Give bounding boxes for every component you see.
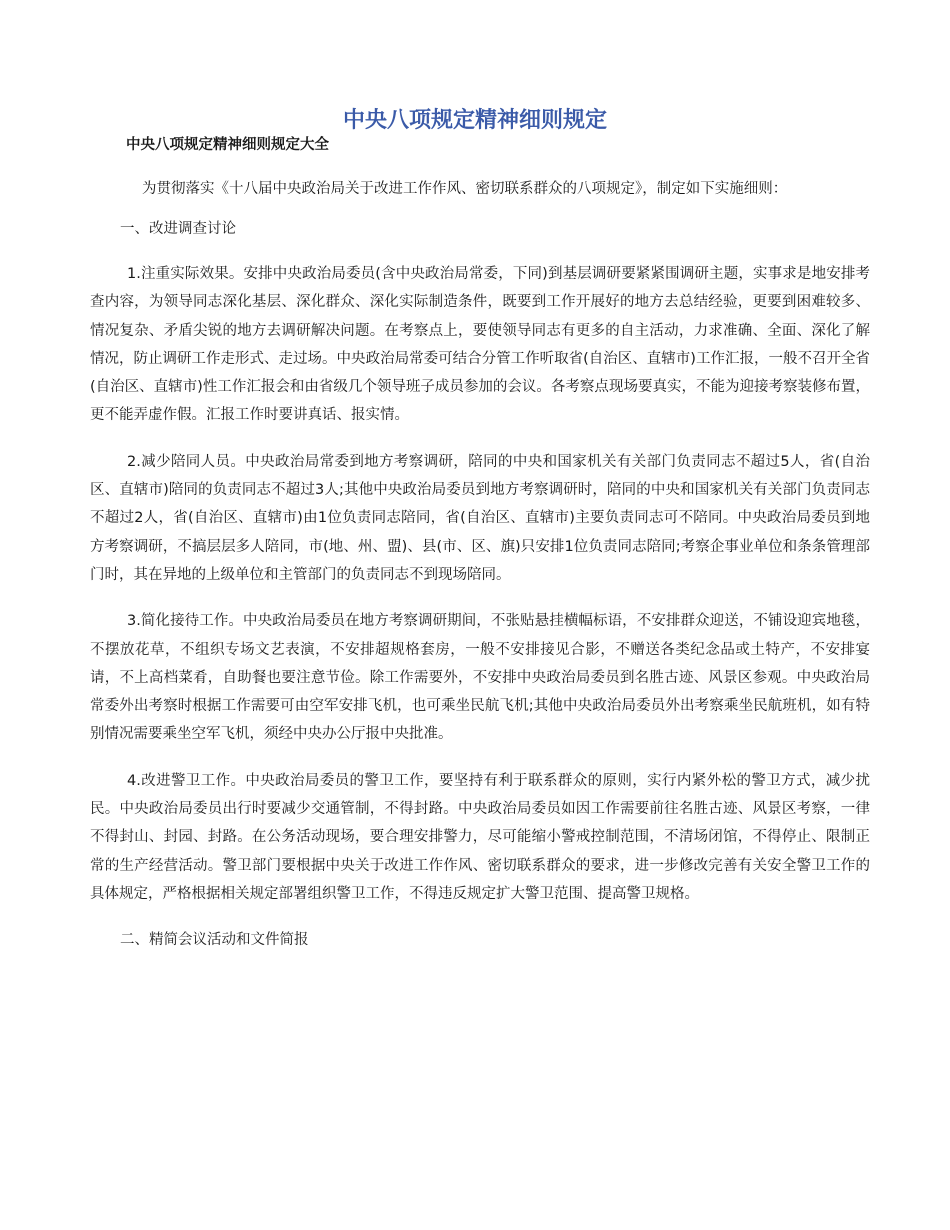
document-subtitle: 中央八项规定精神细则规定大全 <box>126 137 329 153</box>
document-body <box>90 175 870 971</box>
paragraph-4 <box>90 767 870 908</box>
paragraph-1 <box>90 260 870 430</box>
intro-paragraph: 为贯彻落实《十八届中央政治局关于改进工作作风、密切联系群众的八项规定》，制定如下实施细则： <box>142 181 788 197</box>
section-heading-2: 二、精简会议活动和文件简报 <box>120 932 309 949</box>
paragraph-number: 2. <box>127 453 141 470</box>
paragraph-3 <box>90 607 870 748</box>
paragraph-text: 简化接待工作。中央政治局委员在地方考察调研期间，不张贴悬挂横幅标语，不安排群众迎送，不铺设迎宾地毯，不摆放花草，不组织专场文艺表演，不安排超规格套房，一般不安排接见合影，不赠送各类纪念品或土特产，不安排宴请，不上高档菜肴，自助餐也要注意节俭。除工作需要外，不安排中央政治局委员到名胜古迹、风景区参观。中央政治局常委外出考察时根据工作需要可由空军安排飞机，也可乘坐民航飞机;其他中央政治局委员外出考察乘坐民航班机，如有特别情况需要乘坐空军飞机，须经中央办公厅报中央批准。 <box>90 613 870 743</box>
section-heading-1: 一、改进调查讨论 <box>120 221 236 237</box>
paragraph-text: 注重实际效果。安排中央政治局委员(含中央政治局常委，下同)到基层调研要紧紧围调研主题，实事求是地安排考查内容，为领导同志深化基层、深化群众、深化实际制造条件，既要到工作开展好的地方去总结经验，更要到困难较多、情况复杂、矛盾尖锐的地方去调研解决问题。在考察点上，要使领导同志有更多的自主活动，力求准确、全面、深化了解情况，防止调研工作走形式、走过场。中央政治局常委可结合分管工作听取省(自治区、直辖市)工作汇报，一般不召开全省(自治区、直辖市)性工作汇报会和由省级几个领导班子成员参加的会议。各考察点现场要真实，不能为迎接考察装修布置，更不能弄虚作假。汇报工作时要讲真话、报实情。 <box>90 266 870 424</box>
paragraph-2 <box>90 448 870 589</box>
page-title: 中央八项规定精神细则规定 <box>342 108 607 133</box>
paragraph-text: 减少陪同人员。中央政治局常委到地方考察调研，陪同的中央和国家机关有关部门负责同志不超过5人，省(自治区、直辖市)陪同的负责同志不超过3人;其他中央政治局委员到地方考察调研时，陪同的中央和国家机关有关部门负责同志不超过2人，省(自治区、直辖市)由1位负责同志陪同，省(自治区、直辖市)主要负责同志可不陪同。中央政治局委员到地方考察调研，不搞层层多人陪同，市(地、州、盟)、县(市、区、旗)只安排1位负责同志陪同;考察企事业单位和条条管理部门时，其在异地的上级单位和主管部门的负责同志不到现场陪同。 <box>90 453 870 583</box>
paragraph-number: 4. <box>127 772 141 789</box>
paragraph-text: 改进警卫工作。中央政治局委员的警卫工作，要坚持有利于联系群众的原则，实行内紧外松的警卫方式，减少扰民。中央政治局委员出行时要减少交通管制，不得封路。中央政治局委员如因工作需要前往名胜古迹、风景区考察，一律不得封山、封园、封路。在公务活动现场，要合理安排警力，尽可能缩小警戒控制范围，不清场闭馆，不得停止、限制正常的生产经营活动。警卫部门要根据中央关于改进工作作风、密切联系群众的要求，进一步修改完善有关安全警卫工作的具体规定，严格根据相关规定部署组织警卫工作，不得违反规定扩大警卫范围、提高警卫规格。 <box>90 772 870 902</box>
paragraph-number: 3. <box>127 613 141 630</box>
paragraph-number: 1. <box>127 266 141 282</box>
